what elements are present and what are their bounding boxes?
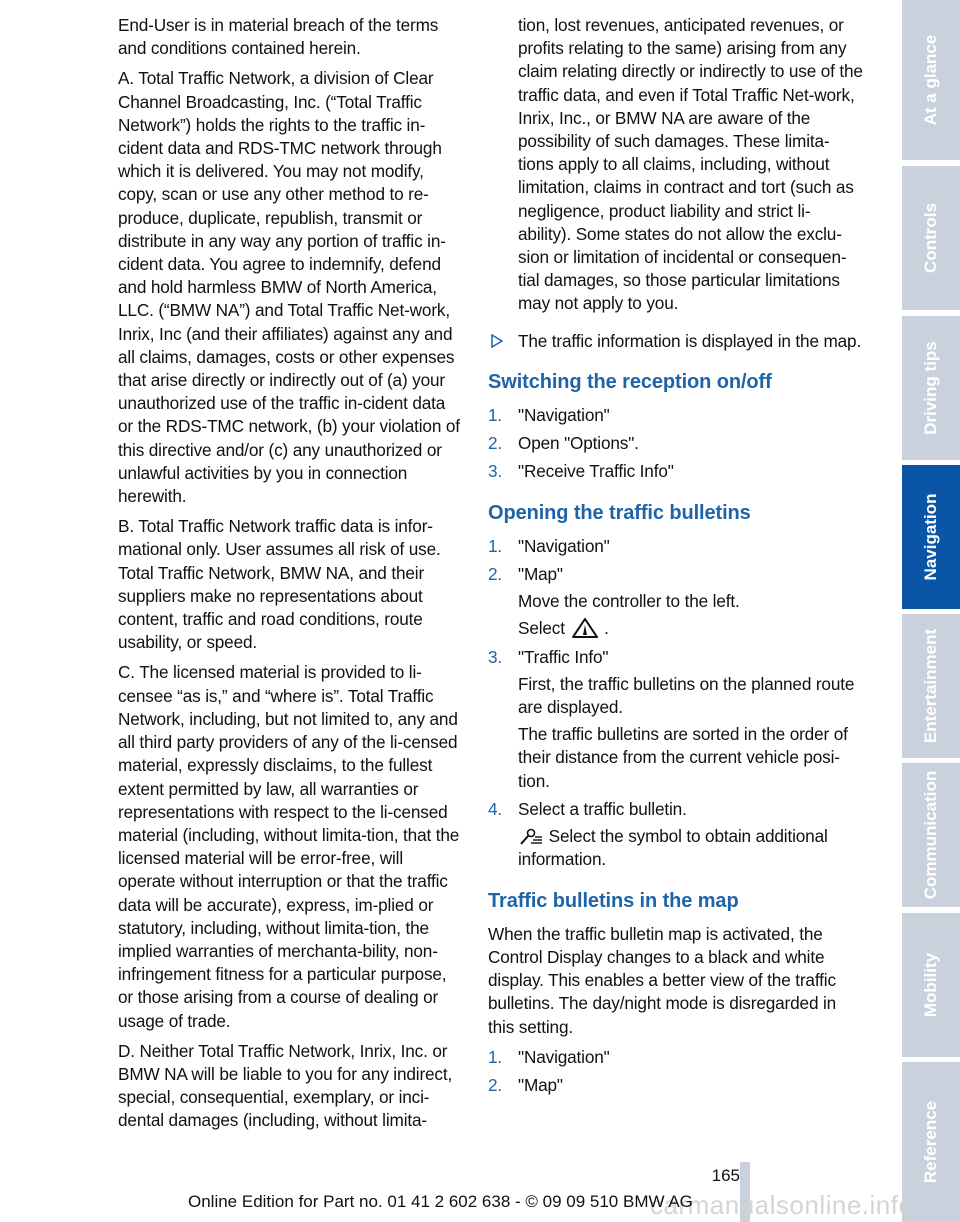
- tab-navigation[interactable]: [902, 465, 960, 609]
- step-text: Select a traffic bulletin.: [518, 798, 687, 819]
- tab-controls[interactable]: [902, 166, 960, 310]
- tab-label: Mobility: [921, 952, 940, 1018]
- step-note: [518, 825, 863, 871]
- traffic-warning-icon: [570, 617, 600, 639]
- tab-driving-tips[interactable]: [902, 316, 960, 460]
- paragraph: B. Total Traffic Network traffic data is infor-mational only. User assumes all risk of use. Total Traffic Network, BMW NA, and their suppliers make no representations about content, traffic and road conditions, route usability, or speed.: [118, 516, 441, 653]
- tab-label: Driving tips: [921, 341, 940, 435]
- list-item: [488, 563, 863, 641]
- info-symbol-icon: [518, 827, 544, 847]
- list-item: [488, 1046, 863, 1069]
- bullet-item: [488, 330, 863, 353]
- step-note: First, the traffic bulletins on the planned route are displayed.: [518, 673, 855, 718]
- tab-label: Controls: [921, 203, 940, 273]
- paragraph: tion, lost revenues, anticipated revenues, or profits relating to the same) arising from any claim relating directly or indirectly to use of the traffic data, and even if Total Traffic Net-work, Inrix, Inc., or BMW NA are aware of the possibility of such damages. These limita-tions apply to all claims, including, without limitation, claims in contract and tort (such as negligence, product liability and strict li-ability). Some states do not allow the exclu-sion or limitation of incidental or consequen-tial damages, so those particular limitations may not apply to you.: [518, 15, 863, 314]
- right-column: [488, 14, 863, 1102]
- footer-text: Online Edition for Part no. 01 41 2 602 638 - © 09 09 510 BMW AG: [188, 1192, 693, 1211]
- tab-label: Communication: [921, 770, 940, 900]
- step-number: 3.: [488, 461, 503, 482]
- chapter-sidebar: [900, 0, 960, 1222]
- section-heading: Switching the reception on/off: [488, 370, 772, 393]
- paragraph: C. The licensed material is provided to li-censee “as is,” and “where is”. Total Traffic Network, including, but not limited to, any and all third party providers of any of the li-censed material, expressly disclaims, to the fullest extent permitted by law, all warranties or representations with respect to the li-censed material (including, without limita-tion, that the licensed material will be error-free, will operate without interruption or that the traffic data will be accurate), express, im-plied or statutory, including, without limita-tion, the implied warranties of merchanta-bility, non-infringement fitness for a particular purpose, or those arising from a course of dealing or usage of trade.: [118, 662, 460, 1031]
- list-item: [488, 432, 863, 455]
- step-text: "Navigation": [518, 1046, 610, 1067]
- bullet-text: The traffic information is displayed in the map.: [518, 330, 862, 351]
- step-note: [518, 617, 863, 640]
- paragraph: A. Total Traffic Network, a division of Clear Channel Broadcasting, Inc. (“Total Traffic Network”) holds the rights to the traffic in-cident data and RDS-TMC network through which it is delivered. You may not modify, copy, scan or use any other method to re-produce, duplicate, republish, transmit or distribute in any way any portion of traffic in-cident data. You agree to indemnify, defend and hold harmless BMW of North America, LLC. (“BMW NA”) and Total Traffic Net-work, Inrix, Inc (and their affiliates) against any and all claims, damages, costs or other expenses that arise directly or indirectly out of (a) your unauthorized use of the traffic in-cident data or the RDS-TMC network, (b) your violation of this directive and/or (c) any unauthorized or unlawful activities by you in connection herewith.: [118, 68, 460, 507]
- paragraph: End-User is in material breach of the terms and conditions contained herein.: [118, 15, 439, 59]
- step-text: "Map": [518, 564, 563, 585]
- step-text: "Map": [518, 1074, 563, 1095]
- tab-mobility[interactable]: [902, 913, 960, 1057]
- page-number: 165: [711, 1166, 740, 1185]
- paragraph: When the traffic bulletin map is activated, the Control Display changes to a black and white display. This enables a better view of the traffic bulletins. The day/night mode is disregarded in this setting.: [488, 923, 837, 1037]
- step-number: 1.: [488, 1046, 503, 1067]
- tab-entertainment[interactable]: [902, 614, 960, 758]
- list-item: [488, 460, 863, 483]
- tab-label: Reference: [921, 1100, 940, 1184]
- step-note-text: Select the symbol to obtain additional information.: [518, 826, 828, 870]
- step-number: 1.: [488, 405, 503, 426]
- step-number: 2.: [488, 1074, 503, 1095]
- tab-label: Navigation: [921, 493, 940, 581]
- step-note: Move the controller to the left.: [518, 591, 740, 612]
- list-item: [488, 798, 863, 872]
- step-text: "Navigation": [518, 535, 610, 556]
- step-number: 1.: [488, 535, 503, 556]
- paragraph: D. Neither Total Traffic Network, Inrix, Inc. or BMW NA will be liable to you for any indirect, special, consequential, exemplary, or inci-dental damages (including, without limita-: [118, 1040, 453, 1131]
- tab-at-a-glance[interactable]: [902, 0, 960, 160]
- section-heading: Opening the traffic bulletins: [488, 501, 751, 524]
- step-number: 2.: [488, 564, 503, 585]
- step-text: "Receive Traffic Info": [518, 461, 674, 482]
- tab-label: Entertainment: [921, 628, 940, 744]
- select-period: .: [604, 618, 609, 639]
- step-note: The traffic bulletins are sorted in the order of their distance from the current vehicle posi-tion.: [518, 724, 848, 791]
- tab-communication[interactable]: [902, 763, 960, 907]
- select-label: Select: [518, 618, 565, 639]
- step-text: "Navigation": [518, 405, 610, 426]
- step-number: 4.: [488, 798, 503, 819]
- list-item: [488, 646, 863, 793]
- list-item: [488, 535, 863, 558]
- list-item: [488, 404, 863, 427]
- step-number: 2.: [488, 433, 503, 454]
- list-item: [488, 1074, 863, 1097]
- step-text: Open "Options".: [518, 433, 639, 454]
- tab-label: At a glance: [921, 34, 940, 126]
- section-heading: Traffic bulletins in the map: [488, 889, 739, 912]
- watermark: carmanualsonline.info: [650, 1190, 914, 1220]
- bullet-triangle-icon: [490, 334, 504, 348]
- step-text: "Traffic Info": [518, 646, 609, 667]
- left-column: [118, 14, 463, 1140]
- step-number: 3.: [488, 646, 503, 667]
